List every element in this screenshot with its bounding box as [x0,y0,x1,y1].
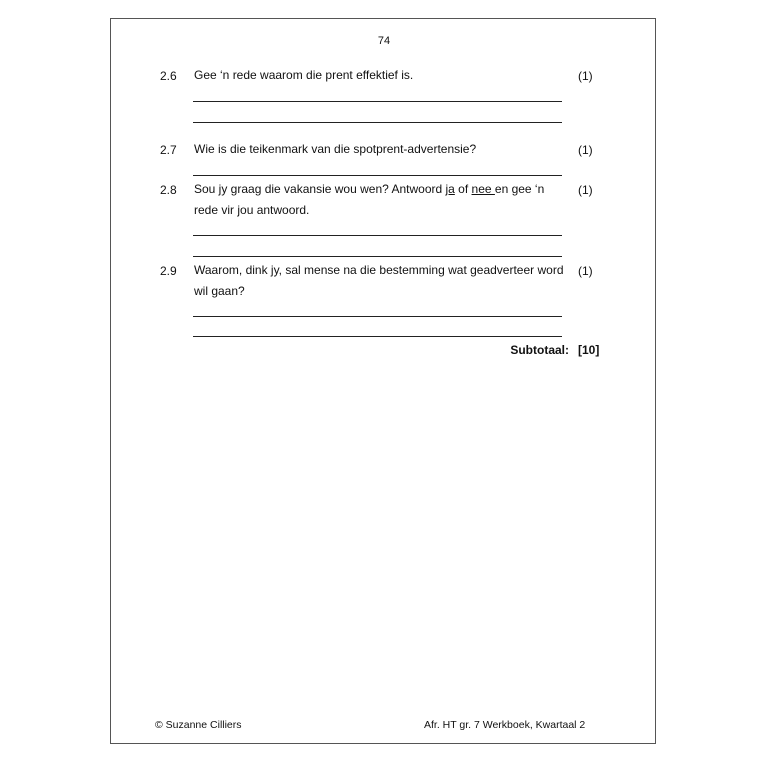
answer-line[interactable] [193,316,562,317]
subtotal-value: [10] [578,343,600,357]
answer-line[interactable] [193,235,562,236]
question-text-part: en gee ‘n rede vir jou antwoord. [194,182,545,217]
answer-line[interactable] [193,256,562,257]
question-text: Wie is die teikenmark van die spotprent-advertensie? [194,142,477,156]
question-marks: (1) [578,264,593,278]
question-marks: (1) [578,143,593,157]
footer-copyright: © Suzanne Cilliers [155,719,242,731]
question-marks: (1) [578,69,593,83]
question-text-part: of [454,182,472,196]
answer-option-nee: nee [471,182,495,196]
subtotal-label: Subtotaal: [510,343,569,357]
page-number: 74 [377,35,391,47]
question-number: 2.6 [160,69,177,83]
question-text-part: Sou jy graag die vakansie wou wen? Antwoord [194,182,446,196]
question-number: 2.9 [160,264,177,278]
answer-option-ja: ja [445,182,455,196]
answer-line[interactable] [193,122,562,123]
answer-line[interactable] [193,336,562,337]
page-frame [110,18,656,744]
answer-line[interactable] [193,175,562,176]
question-number: 2.8 [160,183,177,197]
question-text [194,179,566,221]
question-text: Waarom, dink jy, sal mense na die bestemming wat geadverteer word wil gaan? [194,263,564,298]
answer-line[interactable] [193,101,562,102]
question-text: Gee ‘n rede waarom die prent effektief is. [194,68,414,82]
footer-title: Afr. HT gr. 7 Werkboek, Kwartaal 2 [424,719,586,731]
question-number: 2.7 [160,143,177,157]
question-marks: (1) [578,183,593,197]
